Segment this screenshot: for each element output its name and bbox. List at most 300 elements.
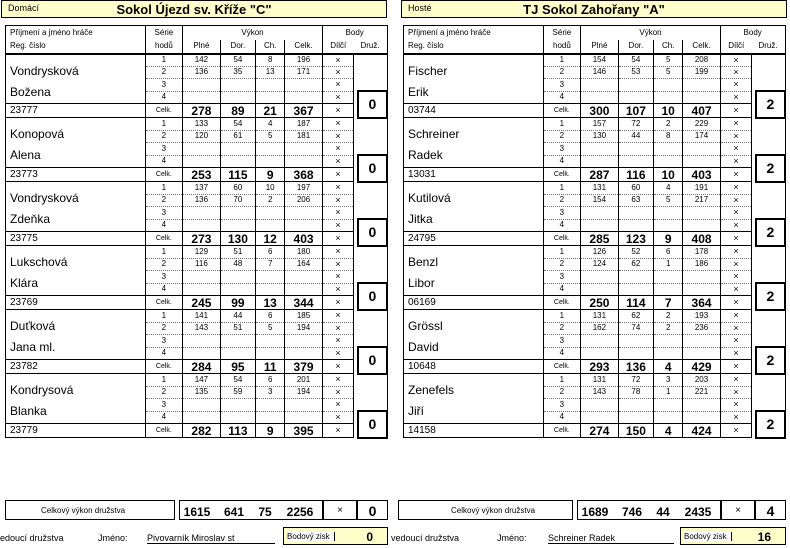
- away-serie-value: 131: [581, 182, 619, 195]
- home-player-firstname: Klára: [10, 276, 39, 290]
- away-serie-value: 131: [581, 310, 619, 323]
- home-dilci-mark: ×: [322, 360, 353, 374]
- away-dilci-mark: ×: [720, 258, 751, 271]
- away-player-total-value: 114: [618, 296, 653, 310]
- home-player-firstname: Zdeňka: [10, 212, 51, 226]
- away-serie-value: [581, 155, 619, 168]
- away-serie-value: [581, 207, 619, 220]
- away-celk-label: Celk.: [543, 360, 581, 374]
- away-player-total-value: 407: [683, 104, 721, 118]
- home-player-total-value: 245: [183, 296, 221, 310]
- home-serie-number: 3: [145, 143, 183, 156]
- away-serie-value: [654, 79, 683, 92]
- away-player-surname: Fischer: [408, 63, 448, 78]
- away-dilci-mark: ×: [720, 79, 751, 92]
- home-serie-number: 1: [145, 54, 183, 67]
- away-player-1-serie-row: [404, 54, 786, 67]
- home-player-total-value: 403: [285, 232, 323, 246]
- away-serie-value: [654, 271, 683, 284]
- away-total-mark: ×: [735, 505, 741, 516]
- away-player-total-value: 285: [581, 232, 619, 246]
- away-dilci-mark: ×: [720, 66, 751, 79]
- away-dilci-mark: ×: [720, 118, 751, 131]
- away-serie-value: 124: [581, 258, 619, 271]
- home-player-6-total-row: [6, 424, 388, 438]
- away-body-header: Body: [720, 26, 785, 40]
- home-serie-number: 4: [145, 155, 183, 168]
- away-celk-label: Celk.: [543, 232, 581, 246]
- away-serie-value: 130: [581, 130, 619, 143]
- home-serie-value: [220, 335, 255, 348]
- home-serie-header: Série: [145, 26, 183, 40]
- home-player-points-box: 0: [358, 411, 387, 438]
- home-serie-value: [256, 91, 285, 104]
- home-player-reg-number: 23777: [6, 104, 146, 118]
- away-serie-value: 217: [683, 194, 721, 207]
- home-serie-value: 120: [183, 130, 221, 143]
- away-player-4-name-cell: [404, 246, 544, 296]
- away-player-total-value: 123: [618, 232, 653, 246]
- home-serie-value: [285, 143, 323, 156]
- home-player-total-value: 99: [220, 296, 255, 310]
- away-dilci-mark: ×: [720, 360, 751, 374]
- away-points-spacer: [756, 182, 785, 220]
- away-serie-value: 52: [618, 246, 653, 259]
- away-celk-header: Celk.: [683, 40, 721, 54]
- away-serie-value: [618, 155, 653, 168]
- home-serie-value: [183, 283, 221, 296]
- away-serie-number: 3: [543, 143, 581, 156]
- home-reg-header: Reg. číslo: [6, 40, 146, 54]
- away-dilci-mark: ×: [720, 104, 751, 118]
- away-role-label: Hosté: [408, 3, 432, 13]
- away-serie-value: [618, 207, 653, 220]
- away-team-name: TJ Sokol Zahořany "A": [523, 2, 665, 17]
- home-leader-name: Pivovarník Miroslav st: [147, 533, 275, 544]
- away-serie-value: 63: [618, 194, 653, 207]
- away-serie-value: [581, 143, 619, 156]
- away-serie-value: [683, 271, 721, 284]
- home-points-spacer: [358, 374, 387, 412]
- home-serie-value: 197: [285, 182, 323, 195]
- home-serie-value: 8: [256, 54, 285, 67]
- away-serie-value: 72: [618, 118, 653, 131]
- away-player-5-serie-row: [404, 310, 786, 323]
- home-player-total-value: 12: [256, 232, 285, 246]
- away-serie-value: [683, 155, 721, 168]
- home-dilci-mark: ×: [322, 246, 353, 259]
- away-player-total-value: 107: [618, 104, 653, 118]
- home-dilci-mark: ×: [322, 310, 353, 323]
- away-player-points-box: 2: [756, 155, 785, 182]
- away-serie-number: 4: [543, 411, 581, 424]
- home-points-spacer: [358, 246, 387, 284]
- home-dilci-mark: ×: [322, 54, 353, 67]
- away-serie-value: 157: [581, 118, 619, 131]
- away-serie-value: [654, 411, 683, 424]
- away-serie-number: 1: [543, 54, 581, 67]
- away-serie-value: [618, 143, 653, 156]
- home-header-row-2: [6, 40, 388, 54]
- away-serie-value: 5: [654, 54, 683, 67]
- away-serie-value: [654, 143, 683, 156]
- away-serie-number: 4: [543, 219, 581, 232]
- home-serie-number: 4: [145, 219, 183, 232]
- away-serie-value: 203: [683, 374, 721, 387]
- away-serie-value: 154: [581, 194, 619, 207]
- home-total-mark: ×: [337, 505, 343, 516]
- home-serie-value: 6: [256, 246, 285, 259]
- away-dilci-mark: ×: [720, 194, 751, 207]
- away-player-1-total-row: [404, 104, 786, 118]
- home-serie-value: [256, 347, 285, 360]
- home-serie-value: 54: [220, 54, 255, 67]
- home-serie-value: [183, 143, 221, 156]
- home-player-total-value: 367: [285, 104, 323, 118]
- home-player-reg-number: 23773: [6, 168, 146, 182]
- home-serie-value: [183, 347, 221, 360]
- away-serie-value: 146: [581, 66, 619, 79]
- home-player-total-value: 130: [220, 232, 255, 246]
- away-serie-number: 2: [543, 130, 581, 143]
- home-serie-number: 3: [145, 335, 183, 348]
- home-serie-value: 201: [285, 374, 323, 387]
- home-player-5-name-cell: [6, 310, 146, 360]
- away-dilci-mark: ×: [720, 54, 751, 67]
- away-serie-value: 78: [618, 386, 653, 399]
- home-points-spacer: [358, 118, 387, 156]
- away-hodu-header: hodů: [543, 40, 581, 54]
- home-dilci-mark: ×: [322, 271, 353, 284]
- home-serie-value: [256, 143, 285, 156]
- home-player-total-value: 95: [220, 360, 255, 374]
- home-player-total-value: 21: [256, 104, 285, 118]
- home-player-total-value: 273: [183, 232, 221, 246]
- away-serie-number: 1: [543, 374, 581, 387]
- away-player-firstname: Jitka: [408, 212, 433, 226]
- home-serie-value: 171: [285, 66, 323, 79]
- home-serie-value: 61: [220, 130, 255, 143]
- away-player-firstname: Radek: [408, 148, 443, 162]
- home-serie-value: [285, 347, 323, 360]
- home-serie-value: 51: [220, 322, 255, 335]
- home-leader-label: edoucí družstva: [0, 533, 64, 543]
- away-dilci-mark: ×: [720, 424, 751, 438]
- away-dilci-mark: ×: [720, 219, 751, 232]
- away-serie-number: 3: [543, 399, 581, 412]
- away-player-3-name-cell: [404, 182, 544, 232]
- home-serie-value: 164: [285, 258, 323, 271]
- home-serie-value: 133: [183, 118, 221, 131]
- away-serie-value: 74: [618, 322, 653, 335]
- home-serie-value: 143: [183, 322, 221, 335]
- away-serie-value: [654, 347, 683, 360]
- home-player-1-name-cell: [6, 54, 146, 104]
- home-dilci-mark: ×: [322, 399, 353, 412]
- away-serie-value: 221: [683, 386, 721, 399]
- away-serie-value: [618, 399, 653, 412]
- home-serie-value: [220, 271, 255, 284]
- home-serie-value: 116: [183, 258, 221, 271]
- away-serie-number: 2: [543, 322, 581, 335]
- away-serie-value: [683, 79, 721, 92]
- away-player-total-value: 300: [581, 104, 619, 118]
- home-serie-value: 185: [285, 310, 323, 323]
- away-total-ch: 44: [656, 505, 670, 519]
- away-player-2-serie-row: [404, 118, 786, 131]
- away-serie-value: [581, 283, 619, 296]
- home-serie-number: 3: [145, 271, 183, 284]
- home-plne-header: Plné: [183, 40, 221, 54]
- home-dilci-mark: ×: [322, 411, 353, 424]
- away-dilci-mark: ×: [720, 335, 751, 348]
- away-leader-name: Schreiner Radek: [548, 533, 674, 544]
- home-serie-value: 54: [220, 374, 255, 387]
- away-serie-value: 5: [654, 66, 683, 79]
- home-serie-value: [256, 271, 285, 284]
- home-dilci-mark: ×: [322, 155, 353, 168]
- away-points-spacer: [756, 54, 785, 92]
- home-serie-value: [183, 335, 221, 348]
- home-body-header: Body: [322, 26, 387, 40]
- away-points-spacer: [756, 310, 785, 348]
- home-serie-number: 2: [145, 258, 183, 271]
- away-serie-value: [683, 143, 721, 156]
- home-jmeno-label: Jméno:: [98, 533, 128, 543]
- home-serie-value: 7: [256, 258, 285, 271]
- away-player-4-total-row: [404, 296, 786, 310]
- away-dilci-mark: ×: [720, 182, 751, 195]
- away-serie-value: 60: [618, 182, 653, 195]
- home-ch-header: Ch.: [256, 40, 285, 54]
- away-player-total-value: 136: [618, 360, 653, 374]
- away-serie-value: 6: [654, 246, 683, 259]
- away-dilci-mark: ×: [720, 347, 751, 360]
- home-dilci-mark: ×: [322, 168, 353, 182]
- home-serie-value: 136: [183, 194, 221, 207]
- away-serie-value: 1: [654, 258, 683, 271]
- home-celk-label: Celk.: [145, 104, 183, 118]
- away-player-total-value: 274: [581, 424, 619, 438]
- home-serie-value: 44: [220, 310, 255, 323]
- away-dor-header: Dor.: [618, 40, 653, 54]
- home-player-reg-number: 23775: [6, 232, 146, 246]
- home-player-total-value: 379: [285, 360, 323, 374]
- home-serie-value: [285, 399, 323, 412]
- away-player-reg-number: 14158: [404, 424, 544, 438]
- away-serie-value: [581, 219, 619, 232]
- home-player-3-serie-row: [6, 182, 388, 195]
- away-points-spacer: [756, 246, 785, 284]
- home-player-total-value: 284: [183, 360, 221, 374]
- away-dilci-mark: ×: [720, 232, 751, 246]
- home-hodu-header: hodů: [145, 40, 183, 54]
- away-player-points-box: 2: [756, 91, 785, 118]
- home-serie-value: 4: [256, 118, 285, 131]
- home-serie-value: [220, 155, 255, 168]
- away-serie-value: [683, 411, 721, 424]
- away-serie-value: 72: [618, 374, 653, 387]
- away-serie-value: [683, 335, 721, 348]
- home-player-surname: Kondrysová: [10, 383, 74, 397]
- away-player-5-name-cell: [404, 310, 544, 360]
- away-player-reg-number: 03744: [404, 104, 544, 118]
- home-celk-header: Celk.: [285, 40, 323, 54]
- home-serie-value: 137: [183, 182, 221, 195]
- away-celk-label: Celk.: [543, 296, 581, 310]
- away-serie-number: 4: [543, 91, 581, 104]
- home-serie-value: 5: [256, 322, 285, 335]
- home-player-reg-number: 23769: [6, 296, 146, 310]
- away-player-total-value: 10: [654, 104, 683, 118]
- away-total-dor: 746: [621, 505, 643, 519]
- home-serie-number: 2: [145, 386, 183, 399]
- away-serie-value: 236: [683, 322, 721, 335]
- home-player-total-value: 89: [220, 104, 255, 118]
- home-serie-value: 194: [285, 322, 323, 335]
- away-serie-value: 162: [581, 322, 619, 335]
- home-serie-value: 129: [183, 246, 221, 259]
- away-serie-value: 53: [618, 66, 653, 79]
- away-dilci-mark: ×: [720, 91, 751, 104]
- away-serie-number: 1: [543, 118, 581, 131]
- away-dilci-mark: ×: [720, 374, 751, 387]
- home-serie-value: [183, 271, 221, 284]
- away-points-spacer: [756, 374, 785, 412]
- away-celk-label: Celk.: [543, 424, 581, 438]
- home-player-total-value: 115: [220, 168, 255, 182]
- away-serie-value: [618, 283, 653, 296]
- away-player-total-value: 287: [581, 168, 619, 182]
- away-ch-header: Ch.: [654, 40, 683, 54]
- home-dilci-mark: ×: [322, 194, 353, 207]
- home-player-reg-number: 23782: [6, 360, 146, 374]
- home-player-points-box: 0: [358, 347, 387, 374]
- away-dilci-mark: ×: [720, 386, 751, 399]
- away-serie-value: 208: [683, 54, 721, 67]
- away-player-total-value: 150: [618, 424, 653, 438]
- home-player-surname: Vondrysková: [10, 63, 79, 78]
- away-score-table: [403, 25, 786, 439]
- home-serie-value: [220, 91, 255, 104]
- home-total-celk: 2256: [286, 505, 314, 519]
- away-player-total-value: 424: [683, 424, 721, 438]
- home-dilci-mark: ×: [322, 374, 353, 387]
- away-player-surname: Benzl: [408, 255, 439, 269]
- home-serie-value: 54: [220, 118, 255, 131]
- away-druz-header: Druž.: [752, 40, 785, 54]
- away-player-reg-number: 06169: [404, 296, 544, 310]
- away-player-4-serie-row: [404, 246, 786, 259]
- away-team-header: [401, 0, 787, 18]
- home-serie-value: 48: [220, 258, 255, 271]
- home-dilci-header: Dílčí: [322, 40, 353, 54]
- home-dilci-mark: ×: [322, 66, 353, 79]
- away-serie-number: 3: [543, 271, 581, 284]
- home-serie-value: [220, 283, 255, 296]
- away-serie-value: [618, 347, 653, 360]
- away-leader-label: vedoucí družstva: [391, 533, 460, 543]
- home-serie-value: 187: [285, 118, 323, 131]
- away-serie-number: 2: [543, 258, 581, 271]
- home-dilci-mark: ×: [322, 232, 353, 246]
- away-serie-value: 143: [581, 386, 619, 399]
- away-serie-value: [683, 207, 721, 220]
- home-serie-value: 6: [256, 374, 285, 387]
- home-dilci-mark: ×: [322, 424, 353, 438]
- home-serie-value: [285, 411, 323, 424]
- home-total-plne: 1615: [183, 505, 211, 519]
- home-serie-number: 4: [145, 91, 183, 104]
- away-dilci-mark: ×: [720, 130, 751, 143]
- away-serie-value: 54: [618, 54, 653, 67]
- home-serie-value: [256, 79, 285, 92]
- home-player-total-value: 113: [220, 424, 255, 438]
- home-serie-value: [285, 207, 323, 220]
- away-player-points-box: 2: [756, 411, 785, 438]
- home-serie-value: 6: [256, 310, 285, 323]
- home-serie-value: [220, 399, 255, 412]
- away-serie-value: 3: [654, 374, 683, 387]
- away-serie-value: 5: [654, 194, 683, 207]
- away-serie-value: [581, 79, 619, 92]
- home-player-4-serie-row: [6, 246, 388, 259]
- away-serie-value: [618, 411, 653, 424]
- home-bodovy-zisk-value: 0: [366, 530, 373, 544]
- away-player-surname: Schreiner: [408, 127, 460, 141]
- home-player-firstname: Alena: [10, 148, 41, 162]
- home-player-6-serie-row: [6, 374, 388, 387]
- home-serie-value: [183, 79, 221, 92]
- home-player-surname: Konopová: [10, 127, 65, 141]
- home-player-2-total-row: [6, 168, 388, 182]
- home-serie-number: 2: [145, 130, 183, 143]
- away-serie-number: 1: [543, 246, 581, 259]
- home-serie-value: 35: [220, 66, 255, 79]
- home-player-3-name-cell: [6, 182, 146, 232]
- away-dilci-mark: ×: [720, 399, 751, 412]
- home-player-total-value: 344: [285, 296, 323, 310]
- away-player-total-value: 293: [581, 360, 619, 374]
- home-serie-value: 196: [285, 54, 323, 67]
- home-serie-value: [256, 219, 285, 232]
- home-serie-value: [220, 79, 255, 92]
- home-player-firstname: Jana ml.: [10, 340, 56, 354]
- home-serie-value: [285, 219, 323, 232]
- home-serie-value: [220, 207, 255, 220]
- home-serie-value: [285, 91, 323, 104]
- away-player-total-value: 364: [683, 296, 721, 310]
- home-player-surname: Vondrysková: [10, 191, 79, 205]
- home-serie-value: [285, 271, 323, 284]
- home-serie-value: [220, 347, 255, 360]
- home-serie-number: 3: [145, 399, 183, 412]
- away-serie-value: [581, 335, 619, 348]
- home-serie-value: 147: [183, 374, 221, 387]
- home-serie-number: 4: [145, 347, 183, 360]
- home-serie-value: [183, 219, 221, 232]
- home-dilci-mark: ×: [322, 335, 353, 348]
- away-serie-value: [654, 207, 683, 220]
- away-serie-value: 4: [654, 182, 683, 195]
- home-team-total-row: [5, 500, 388, 520]
- away-dilci-mark: ×: [720, 246, 751, 259]
- away-dilci-mark: ×: [720, 310, 751, 323]
- home-total-ch: 75: [258, 505, 272, 519]
- home-role-label: Domácí: [8, 3, 40, 13]
- away-player-points-box: 2: [756, 283, 785, 310]
- away-serie-number: 2: [543, 194, 581, 207]
